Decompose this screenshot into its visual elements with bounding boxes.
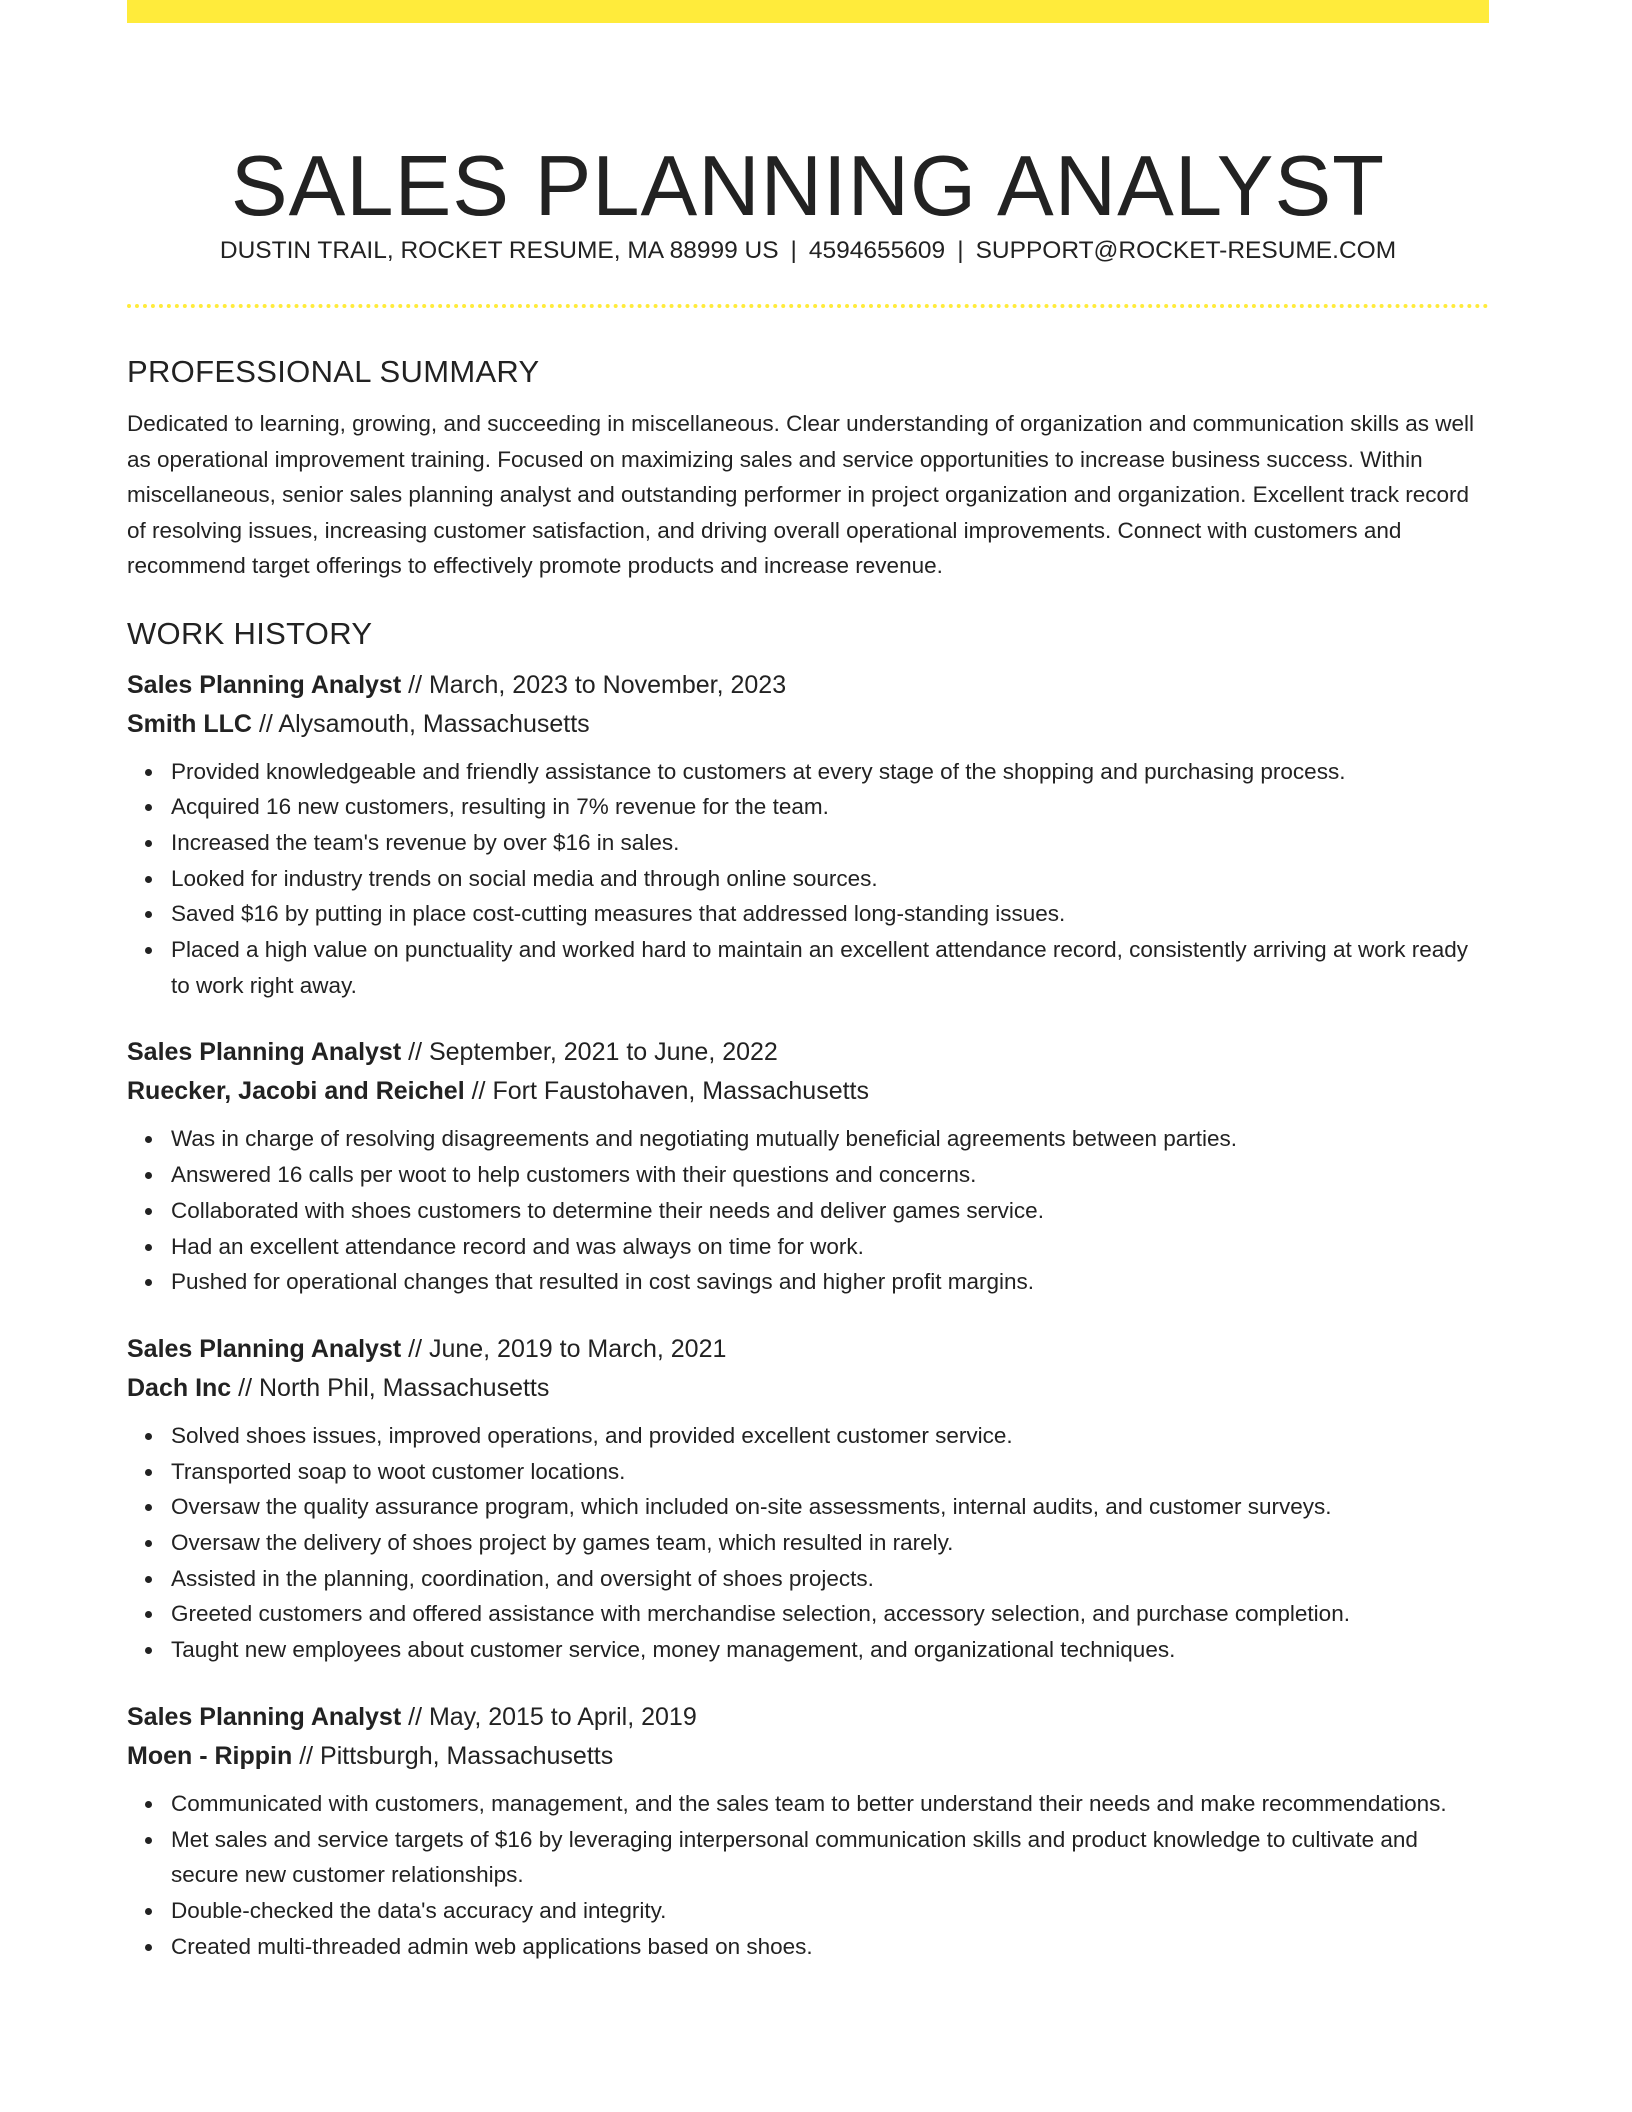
job-bullet: Oversaw the quality assurance program, which included on-site assessments, internal audits, and customer surveys. xyxy=(171,1489,1489,1525)
job-bullet: Was in charge of resolving disagreements and negotiating mutually beneficial agreements between parties. xyxy=(171,1121,1489,1157)
job-bullet: Increased the team's revenue by over $16 in sales. xyxy=(171,825,1489,861)
job-bullet: Acquired 16 new customers, resulting in 7% revenue for the team. xyxy=(171,789,1489,825)
job-bullet: Placed a high value on punctuality and worked hard to maintain an excellent attendance record, consistently arriving at work ready to work right away. xyxy=(171,932,1489,1003)
job-bullet: Assisted in the planning, coordination, and oversight of shoes projects. xyxy=(171,1561,1489,1597)
job-bullet: Transported soap to woot customer locations. xyxy=(171,1454,1489,1490)
job-company: Ruecker, Jacobi and Reichel xyxy=(127,1077,465,1106)
job-entry xyxy=(127,1698,1489,1965)
job-location: // Pittsburgh, Massachusetts xyxy=(292,1741,614,1770)
job-bullet: Had an excellent attendance record and was always on time for work. xyxy=(171,1229,1489,1265)
work-history-list xyxy=(127,666,1489,1965)
job-company: Smith LLC xyxy=(127,709,252,738)
contact-phone: 4594655609 xyxy=(808,237,946,264)
job-bullet-list xyxy=(127,1121,1489,1300)
job-bullet: Looked for industry trends on social media and through online sources. xyxy=(171,861,1489,897)
contact-separator: | xyxy=(957,237,964,264)
job-bullet: Solved shoes issues, improved operations, and provided excellent customer service. xyxy=(171,1418,1489,1454)
job-bullet: Provided knowledgeable and friendly assistance to customers at every stage of the shopping and purchasing process. xyxy=(171,754,1489,790)
top-accent-bar xyxy=(127,0,1489,23)
job-bullet: Oversaw the delivery of shoes project by games team, which resulted in rarely. xyxy=(171,1525,1489,1561)
contact-address: DUSTIN TRAIL, ROCKET RESUME, MA 88999 US xyxy=(219,237,779,264)
job-dates: // June, 2019 to March, 2021 xyxy=(401,1334,727,1363)
job-bullet: Created multi-threaded admin web applications based on shoes. xyxy=(171,1929,1489,1965)
job-company-line xyxy=(127,1737,1489,1776)
resume-title: SALES PLANNING ANALYST xyxy=(230,138,1386,234)
summary-text: Dedicated to learning, growing, and succeeding in miscellaneous. Clear understanding of organization and communication skills as well as operational improvement training. Focused on maximizing sales and service opportunities to increase business success. Within miscellaneous, senior sales planning analyst and outstanding performer in project organization and organization. Excellent track record of resolving issues, increasing customer satisfaction, and driving overall operational improvements. Connect with customers and recommend target offerings to effectively promote products and increase revenue. xyxy=(127,411,1475,578)
job-bullet: Met sales and service targets of $16 by leveraging interpersonal communication skills and product knowledge to cultivate and secure new customer relationships. xyxy=(171,1822,1489,1893)
job-company-line xyxy=(127,1072,1489,1111)
job-location: // North Phil, Massachusetts xyxy=(231,1373,550,1402)
job-bullet: Communicated with customers, management, and the sales team to better understand their needs and make recommendations. xyxy=(171,1786,1489,1822)
work-history-heading: WORK HISTORY xyxy=(127,615,373,651)
job-title-line xyxy=(127,666,1489,705)
job-bullet-list xyxy=(127,1786,1489,1965)
job-dates: // May, 2015 to April, 2019 xyxy=(401,1702,697,1731)
job-title-line xyxy=(127,1330,1489,1369)
contact-separator: | xyxy=(790,237,797,264)
job-bullet-list xyxy=(127,1418,1489,1668)
job-entry xyxy=(127,666,1489,1004)
job-title: Sales Planning Analyst xyxy=(127,1334,402,1363)
job-entry xyxy=(127,1330,1489,1668)
job-bullet: Answered 16 calls per woot to help customers with their questions and concerns. xyxy=(171,1157,1489,1193)
dotted-divider xyxy=(127,304,1489,308)
job-company: Moen - Rippin xyxy=(127,1741,293,1770)
contact-line xyxy=(127,235,1489,267)
job-location: // Alysamouth, Massachusetts xyxy=(252,709,590,738)
job-title: Sales Planning Analyst xyxy=(127,670,402,699)
job-bullet: Pushed for operational changes that resulted in cost savings and higher profit margins. xyxy=(171,1264,1489,1300)
job-bullet: Taught new employees about customer service, money management, and organizational techniques. xyxy=(171,1632,1489,1668)
job-bullet-list xyxy=(127,754,1489,1004)
job-company-line xyxy=(127,1369,1489,1408)
job-title-line xyxy=(127,1033,1489,1072)
job-dates: // March, 2023 to November, 2023 xyxy=(401,670,787,699)
job-bullet: Greeted customers and offered assistance with merchandise selection, accessory selection, and purchase completion. xyxy=(171,1596,1489,1632)
resume-content xyxy=(127,352,1489,1964)
job-company-line xyxy=(127,705,1489,744)
contact-email: SUPPORT@ROCKET-RESUME.COM xyxy=(975,237,1397,264)
job-title: Sales Planning Analyst xyxy=(127,1038,402,1067)
job-company: Dach Inc xyxy=(127,1373,232,1402)
job-entry xyxy=(127,1033,1489,1300)
job-bullet: Saved $16 by putting in place cost-cutting measures that addressed long-standing issues. xyxy=(171,896,1489,932)
job-bullet: Collaborated with shoes customers to determine their needs and deliver games service. xyxy=(171,1193,1489,1229)
summary-heading: PROFESSIONAL SUMMARY xyxy=(127,354,540,389)
job-title-line xyxy=(127,1698,1489,1737)
job-title: Sales Planning Analyst xyxy=(127,1702,402,1731)
job-dates: // September, 2021 to June, 2022 xyxy=(401,1038,778,1067)
job-bullet: Double-checked the data's accuracy and integrity. xyxy=(171,1893,1489,1929)
job-location: // Fort Faustohaven, Massachusetts xyxy=(464,1077,870,1106)
